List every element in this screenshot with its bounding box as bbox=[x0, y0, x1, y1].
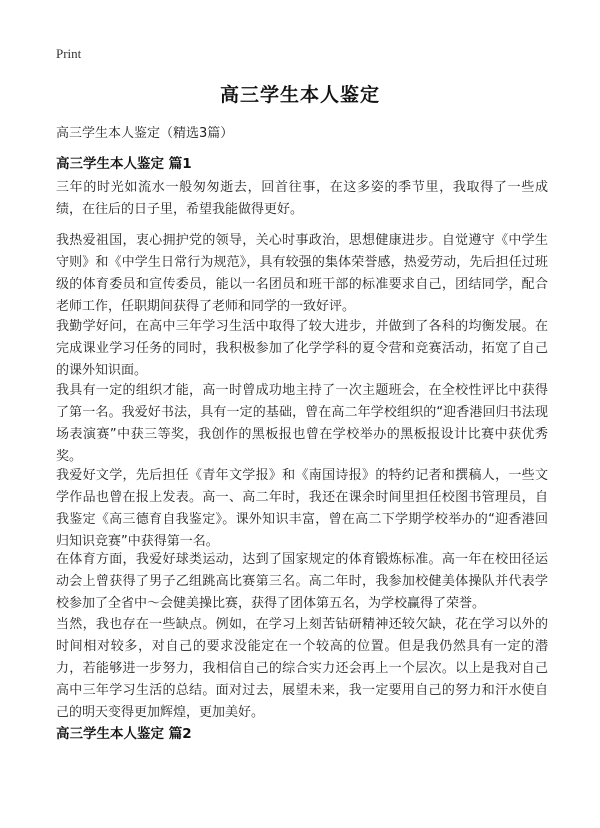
paragraph-3: 我勤学好问，在高中三年学习生活中取得了较大进步，并做到了各科的均衡发展。在完成课业学习任务的同时，我积极参加了化学学科的夏令营和竞赛活动，拓宽了自己的课外知识面。 bbox=[56, 319, 548, 378]
paragraph-7: 当然，我也存在一些缺点。例如，在学习上刻苦钻研精神还较欠缺，花在学习以外的时间相对较多，对自己的要求没能定在一个较高的位置。但是我仍然具有一定的潜力，若能够进一步努力，我相信自己的综合实力还会再上一个层次。以上是我对自己高中三年学习生活的总结。面对过去，展望未来，我一定要用自己的努力和汗水使自己的明天变得更加辉煌，更加美好。 bbox=[56, 617, 548, 720]
document-subtitle: 高三学生本人鉴定（精选3篇） bbox=[56, 126, 234, 141]
page-title: 高三学生本人鉴定 bbox=[219, 84, 380, 106]
paragraph-6: 在体育方面，我爱好球类运动，达到了国家规定的体育锻炼标准。高一年在校田径运动会上曾获得了男子乙组跳高比赛第三名。高二年时，我参加校健美体操队并代表学校参加了全省中～会健美操比赛，获得了团体第五名，为学校赢得了荣誉。 bbox=[56, 552, 548, 611]
paragraph-1: 三年的时光如流水一般匆匆逝去，回首往事，在这多姿的季节里，我取得了一些成绩，在往后的日子里，希望我能做得更好。 bbox=[56, 180, 548, 217]
paragraph-4: 我具有一定的组织才能，高一时曾成功地主持了一次主题班会，在全校性评比中获得了第一名。我爱好书法，具有一定的基础，曾在高二年学校组织的“迎香港回归书法现场表演赛”中获三等奖，我创作的黑板报也曾在学校举办的黑板报设计比赛中获优秀奖。 bbox=[56, 383, 548, 464]
section-heading-2: 高三学生本人鉴定 篇2 bbox=[56, 726, 192, 742]
paragraph-2: 我热爱祖国，衷心拥护党的领导，关心时事政治，思想健康进步。自觉遵守《中学生守则》和《中学生日常行为规范》，具有较强的集体荣誉感，热爱劳动，先后担任过班级的体育委员和宣传委员，能以一名团员和班干部的标准要求自己，团结同学，配合老师工作，任职期间获得了老师和同学的一致好评。 bbox=[56, 233, 548, 314]
paragraph-5: 我爱好文学，先后担任《青年文学报》和《南国诗报》的特约记者和撰稿人，一些文学作品也曾在报上发表。高一、高二年时，我还在课余时间里担任校图书管理员，自我鉴定《高三德育自我鉴定》。课外知识丰富，曾在高二下学期学校举办的“迎香港回归知识竞赛”中获得第一名。 bbox=[56, 468, 548, 549]
section-heading-1: 高三学生本人鉴定 篇1 bbox=[56, 156, 192, 172]
print-link[interactable]: Print bbox=[56, 46, 82, 61]
